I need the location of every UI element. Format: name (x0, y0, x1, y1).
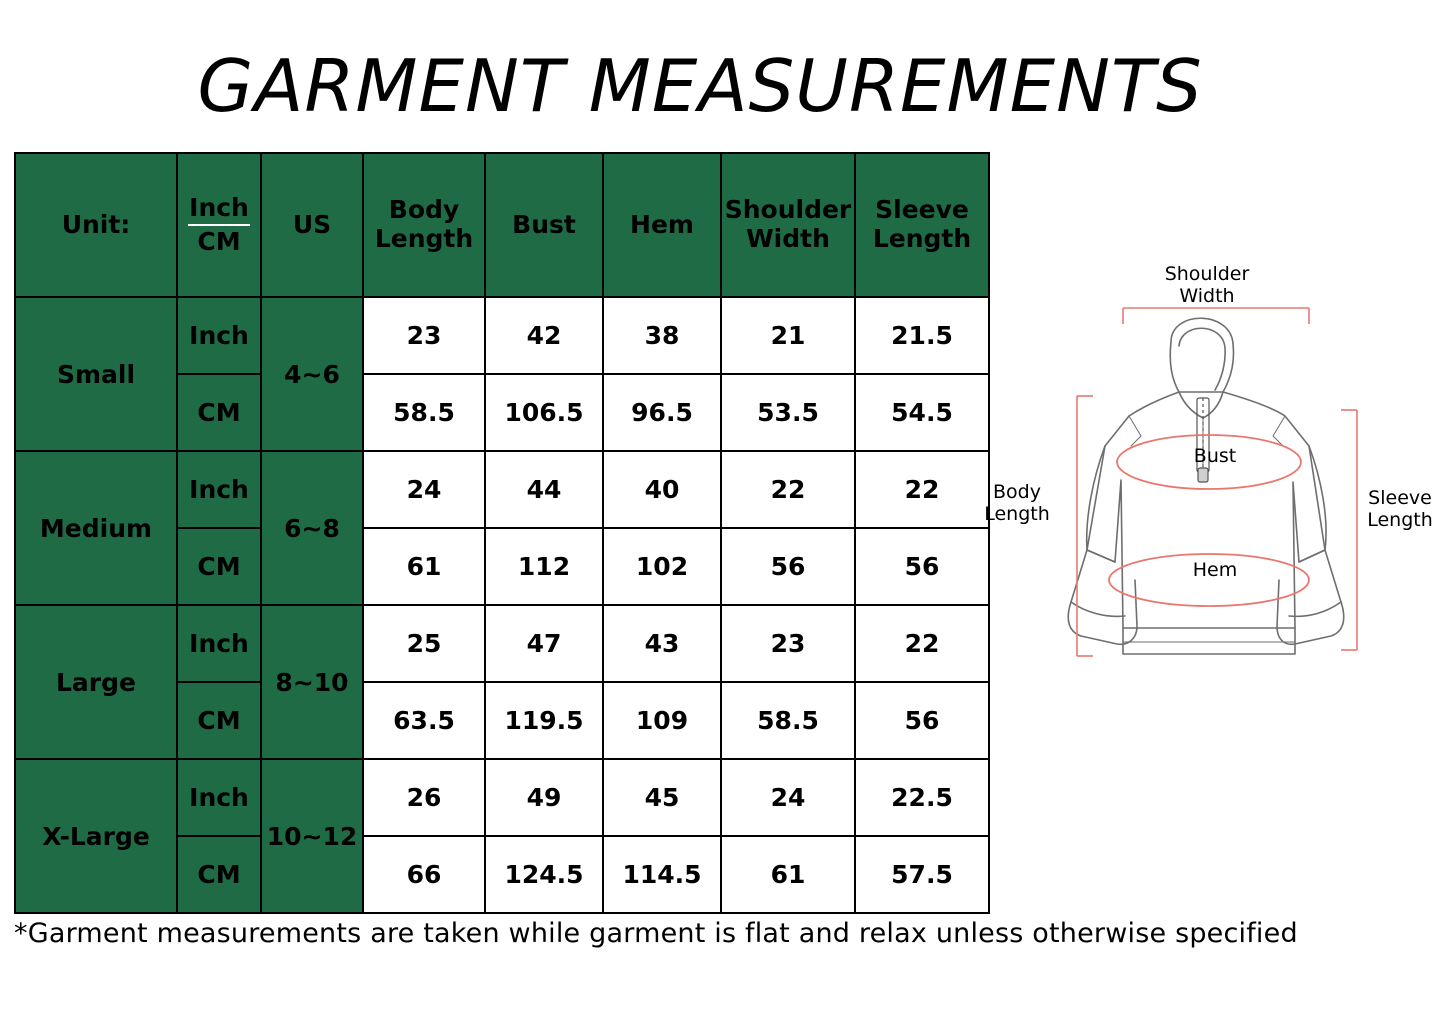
cell-medium-inch-shoulder-width: 22 (721, 451, 855, 528)
page-title: GARMENT MEASUREMENTS (197, 44, 1203, 128)
cell-xlarge-inch-shoulder-width: 24 (721, 759, 855, 836)
cell-xlarge-cm-sleeve-length: 57.5 (855, 836, 989, 913)
measurements-table-container (14, 152, 974, 914)
cell-large-inch-body-length: 25 (363, 605, 485, 682)
cell-xlarge-inch-body-length: 26 (363, 759, 485, 836)
cell-large-cm-shoulder-width: 58.5 (721, 682, 855, 759)
diagram-label-hem: Hem (1192, 559, 1238, 581)
cell-large-cm-sleeve-length: 56 (855, 682, 989, 759)
row-us-small: 4~6 (261, 297, 363, 451)
cell-medium-cm-body-length: 61 (363, 528, 485, 605)
header-sleeve-length-line2: Length (872, 224, 972, 253)
garment-diagram (965, 250, 1435, 700)
cell-medium-cm-sleeve-length: 56 (855, 528, 989, 605)
footnote: *Garment measurements are taken while garment is flat and relax unless otherwise specified (14, 918, 1298, 949)
row-unit-medium-inch: Inch (177, 451, 261, 528)
header-bust: Bust (485, 153, 603, 297)
cell-medium-inch-bust: 44 (485, 451, 603, 528)
diagram-label-shoulder-width-line1: Shoulder (1164, 263, 1250, 285)
row-us-large: 8~10 (261, 605, 363, 759)
row-us-xlarge: 10~12 (261, 759, 363, 913)
cell-xlarge-inch-sleeve-length: 22.5 (855, 759, 989, 836)
diagram-label-bust: Bust (1193, 445, 1237, 467)
table-row (15, 451, 989, 528)
unit-divider (188, 224, 250, 226)
table-row (15, 297, 989, 374)
row-unit-xlarge-cm: CM (177, 836, 261, 913)
measurements-table (14, 152, 990, 914)
row-unit-small-inch: Inch (177, 297, 261, 374)
header-unit-inch: Inch (189, 192, 249, 222)
cell-small-cm-bust: 106.5 (485, 374, 603, 451)
row-size-medium: Medium (15, 451, 177, 605)
diagram-label-sleeve-length (1360, 488, 1440, 532)
cell-xlarge-inch-bust: 49 (485, 759, 603, 836)
cell-medium-cm-hem: 102 (603, 528, 721, 605)
header-body-length-line1: Body (388, 195, 460, 225)
cell-large-inch-hem: 43 (603, 605, 721, 682)
table-row (15, 759, 989, 836)
header-unit-toggle (177, 153, 261, 297)
diagram-label-sleeve-length-line2: Length (1367, 508, 1433, 531)
cell-xlarge-cm-shoulder-width: 61 (721, 836, 855, 913)
cell-small-inch-shoulder-width: 21 (721, 297, 855, 374)
table-header-row (15, 153, 989, 297)
diagram-label-body-length-line2: Length (984, 502, 1050, 525)
cell-large-inch-bust: 47 (485, 605, 603, 682)
header-unit: Unit: (15, 153, 177, 297)
cell-xlarge-cm-body-length: 66 (363, 836, 485, 913)
cell-small-inch-sleeve-length: 21.5 (855, 297, 989, 374)
table-header (15, 153, 989, 297)
row-unit-medium-cm: CM (177, 528, 261, 605)
header-body-length-line2: Length (374, 224, 474, 253)
header-sleeve-length-line1: Sleeve (875, 195, 969, 225)
diagram-label-shoulder-width (1147, 264, 1267, 308)
cell-large-cm-hem: 109 (603, 682, 721, 759)
cell-medium-inch-sleeve-length: 22 (855, 451, 989, 528)
diagram-label-body-length (977, 482, 1057, 526)
cell-medium-cm-shoulder-width: 56 (721, 528, 855, 605)
cell-medium-inch-body-length: 24 (363, 451, 485, 528)
row-unit-small-cm: CM (177, 374, 261, 451)
cell-large-cm-body-length: 63.5 (363, 682, 485, 759)
cell-small-cm-body-length: 58.5 (363, 374, 485, 451)
row-size-large: Large (15, 605, 177, 759)
diagram-label-shoulder-width-line2: Width (1179, 284, 1235, 307)
row-unit-xlarge-inch: Inch (177, 759, 261, 836)
cell-medium-cm-bust: 112 (485, 528, 603, 605)
header-hem: Hem (603, 153, 721, 297)
cell-small-inch-bust: 42 (485, 297, 603, 374)
cell-large-inch-shoulder-width: 23 (721, 605, 855, 682)
cell-xlarge-cm-bust: 124.5 (485, 836, 603, 913)
cell-small-cm-shoulder-width: 53.5 (721, 374, 855, 451)
diagram-label-body-length-line1: Body (993, 481, 1041, 503)
cell-small-inch-hem: 38 (603, 297, 721, 374)
header-body-length (363, 153, 485, 297)
header-shoulder-width (721, 153, 855, 297)
header-shoulder-width-line2: Width (746, 224, 830, 253)
header-us: US (261, 153, 363, 297)
cell-xlarge-cm-hem: 114.5 (603, 836, 721, 913)
cell-small-cm-sleeve-length: 54.5 (855, 374, 989, 451)
cell-large-inch-sleeve-length: 22 (855, 605, 989, 682)
row-unit-large-cm: CM (177, 682, 261, 759)
row-size-xlarge: X-Large (15, 759, 177, 913)
cell-xlarge-inch-hem: 45 (603, 759, 721, 836)
cell-small-inch-body-length: 23 (363, 297, 485, 374)
hooded-sweatshirt-icon (965, 250, 1435, 700)
row-unit-large-inch: Inch (177, 605, 261, 682)
row-us-medium: 6~8 (261, 451, 363, 605)
header-shoulder-width-line1: Shoulder (724, 195, 852, 225)
table-row (15, 605, 989, 682)
cell-medium-inch-hem: 40 (603, 451, 721, 528)
row-size-small: Small (15, 297, 177, 451)
cell-small-cm-hem: 96.5 (603, 374, 721, 451)
cell-large-cm-bust: 119.5 (485, 682, 603, 759)
header-unit-cm: CM (197, 227, 241, 256)
diagram-label-sleeve-length-line1: Sleeve (1368, 487, 1432, 509)
table-body (15, 297, 989, 913)
